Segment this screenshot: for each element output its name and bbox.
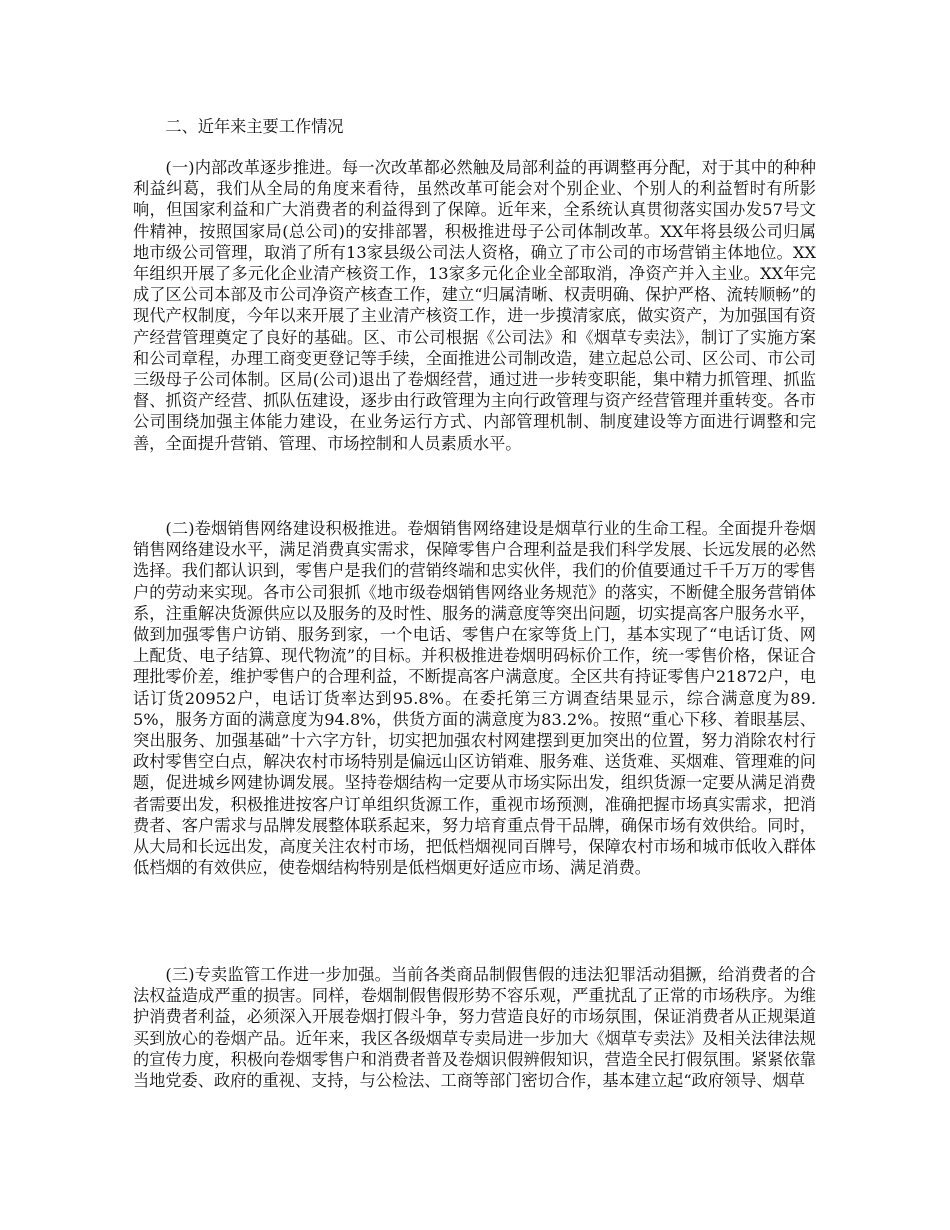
paragraph-text: (一)内部改革逐步推进。每一次改革都必然触及局部利益的再调整再分配，对于其中的种种利益纠葛，我们从全局的角度来看待，虽然改革可能会对个别企业、个别人的利益暂时有所影响，但国家利益和广大消费者的利益得到了保障。近年来，全系统认真贯彻落实国办发57号文件精神，按照国家局(总公司)的安排部署，积极推进母子公司体制改革。XX年将县级公司归属地市级公司管理，取消了所有13家县级公司法人资格，确立了市公司的市场营销主体地位。XX年组织开展了多元化企业清产核资工作，13家多元化企业全部取消，净资产并入主业。XX年完成了区公司本部及市公司净资产核查工作，建立“归属清晰、权责明确、保护严格、流转顺畅”的现代产权制度，今年以来开展了主业清产核资工作，进一步摸清家底，做实资产，为加强国有资产经营管理奠定了良好的基础。区、市公司根据《公司法》和《烟草专卖法》，制订了实施方案和公司章程，办理工商变更登记等手续，全面推进公司制改造，建立起总公司、区公司、市公司三级母子公司体制。区局(公司)退出了卷烟经营，通过进一步转变职能，集中精力抓管理、抓监督、抓资产经营、抓队伍建设，逐步由行政管理为主向行政管理与资产经营管理并重转变。各市公司围绕加强主体能力建设，在业务运行方式、内部管理机制、制度建设等方面进行调整和完善，全面提升营销、管理、市场控制和人员素质水平。 <box>133 158 816 453</box>
paragraph-text: (三)专卖监管工作进一步加强。当前各类商品制假售假的违法犯罪活动猖撅，给消费者的合法权益造成严重的损害。同样，卷烟制假售假形势不容乐观，严重扰乱了正常的市场秩序。为维护消费者利益，必须深入开展卷烟打假斗争，努力营造良好的市场氛围，保证消费者从正规渠道买到放心的卷烟产品。近年来，我区各级烟草专卖局进一步加大《烟草专卖法》及相关法律法规的宣传力度，积极向卷烟零售户和消费者普及卷烟识假辨假知识，营造全民打假氛围。紧紧依靠当地党委、政府的重视、支持，与公检法、工商等部门密切合作，基本建立起“政府领导、烟草 <box>133 965 816 1091</box>
paragraph-internal-reform <box>133 157 816 454</box>
section-heading: 二、近年来主要工作情况 <box>165 117 344 136</box>
paragraph-monopoly-supervision <box>133 964 816 1091</box>
paragraph-sales-network <box>133 518 816 878</box>
paragraph-text: (二)卷烟销售网络建设积极推进。卷烟销售网络建设是烟草行业的生命工程。全面提升卷烟销售网络建设水平，满足消费真实需求，保障零售户合理利益是我们科学发展、长远发展的必然选择。我们都认识到，零售户是我们的营销终端和忠实伙伴，我们的价值要通过千千万万的零售户的劳动来实现。各市公司狠抓《地市级卷烟销售网络业务规范》的落实，不断健全服务营销体系，注重解决货源供应以及服务的及时性、服务的满意度等突出问题，切实提高客户服务水平，做到加强零售户访销、服务到家，一个电话、零售户在家等货上门，基本实现了“电话订货、网上配货、电子结算、现代物流”的目标。并积极推进卷烟明码标价工作，统一零售价格，保证合理批零价差，维护零售户的合理利益，不断提高客户满意度。全区共有持证零售户21872户，电话订货20952户，电话订货率达到95.8%。在委托第三方调查结果显示，综合满意度为89.5%，服务方面的满意度为94.8%，供货方面的满意度为83.2%。按照“重心下移、着眼基层、突出服务、加强基础”十六字方针，切实把加强农村网建摆到更加突出的位置，努力消除农村行政村零售空白点，解决农村市场特别是偏远山区访销难、服务难、送货难、买烟难、管理难的问题，促进城乡网建协调发展。坚持卷烟结构一定要从市场实际出发，组织货源一定要从满足消费者需要出发，积极推进按客户订单组织货源工作，重视市场预测，准确把握市场真实需求，把消费者、客户需求与品牌发展整体联系起来，努力培育重点骨干品牌，确保市场有效供给。同时，从大局和长远出发，高度关注农村市场，把低档烟视同百牌号，保障农村市场和城市低收入群体低档烟的有效供应，使卷烟结构特别是低档烟更好适应市场、满足消费。 <box>133 519 816 878</box>
